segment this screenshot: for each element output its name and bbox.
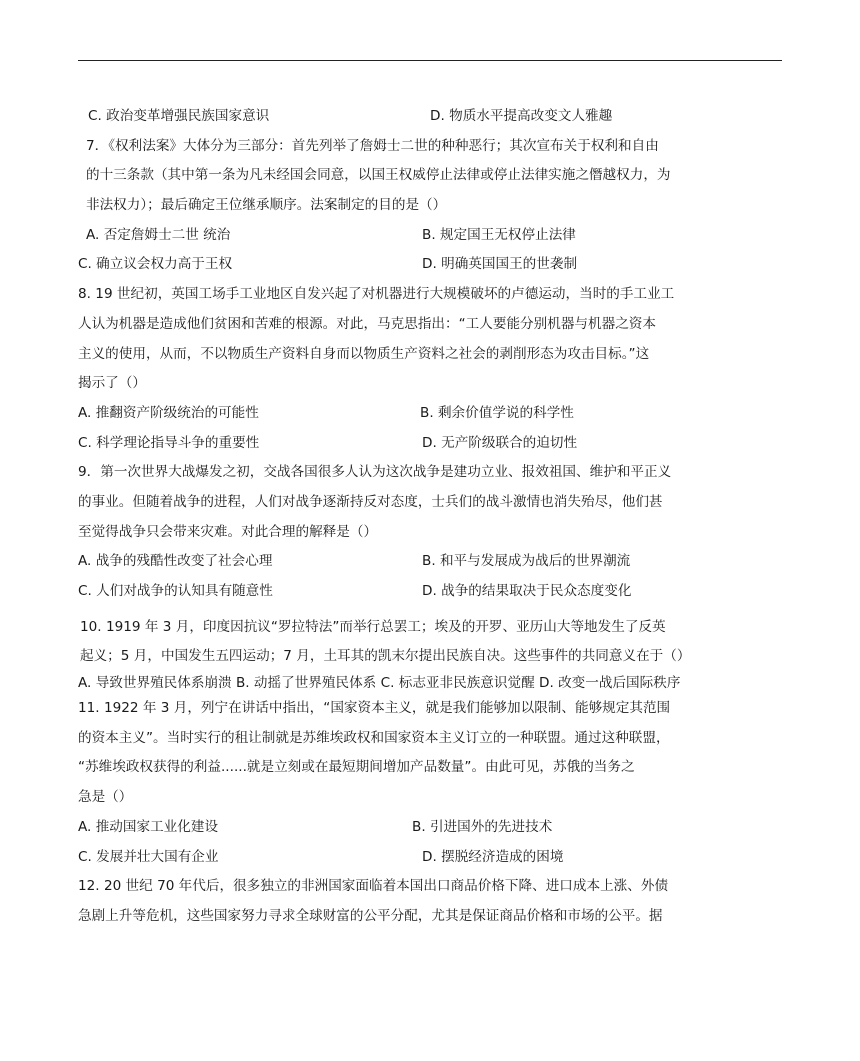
q11-stem-line: 的资本主义”。当时实行的租让制就是苏维埃政权和国家资本主义订立的一种联盟。通过这种联盟， [78,729,670,746]
q11-stem-line: “苏维埃政权获得的利益......就是立刻或在最短期间增加产品数量”。由此可见，苏俄的当务之 [78,759,635,776]
q8-option-d: D. 无产阶级联合的迫切性 [422,434,578,451]
q11-option-a: A. 推动国家工业化建设 [78,818,219,835]
q9-option-d: D. 战争的结果取决于民众态度变化 [422,583,632,599]
q9-stem-line: 的事业。但随着战争的进程，人们对战争逐渐持反对态度，士兵们的战斗激情也消失殆尽，他们甚 [78,493,663,510]
q8-stem-line: 主义的使用，从而，不以物质生产资料自身而以物质生产资料之社会的剥削形态为攻击目标。”这 [78,345,650,362]
q8-stem-line: 揭示了（） [78,375,146,392]
q11-stem-line: 急是（） [78,789,133,806]
q9-stem-line: 至觉得战争只会带来灾难。对此合理的解释是（） [78,523,378,540]
q7-option-b: B. 规定国王无权停止法律 [422,226,576,243]
q8-stem-line: 人认为机器是造成他们贫困和苦难的根源。对此，马克思指出：“工人要能分别机器与机器之资本 [78,315,656,332]
question-7 [78,132,778,280]
q10-options-line: A. 导致世界殖民体系崩溃 B. 动摇了世界殖民体系 C. 标志亚非民族意识觉醒 D. 改变一战后国际秩序 [78,675,681,692]
question-10 [78,613,778,694]
q11-options-row [78,813,778,843]
q11-option-c: C. 发展并壮大国有企业 [78,848,219,865]
q9-options-row [78,577,778,607]
q8-option-b: B. 剩余价值学说的科学性 [420,404,574,421]
question-12 [78,872,778,931]
q7-option-d: D. 明确英国国王的世袭制 [422,256,578,273]
header-rule [78,60,782,61]
question-8 [78,280,778,458]
q9-option-a: A. 战争的残酷性改变了社会心理 [78,553,273,570]
q8-stem-line: 8. 19 世纪初，英国工场手工业地区自发兴起了对机器进行大规模破坏的卢德运动，当时的手工业工 [78,286,675,303]
q9-stem-line: 9．第一次世界大战爆发之初，交战各国很多人认为这次战争是建功立业、报效祖国、维护和平正义 [78,464,672,481]
q7-stem-line: 7．《权利法案》大体分为三部分：首先列举了詹姆士二世的种种恶行；其次宣布关于权利和自由 [86,137,659,154]
q9-options-row [78,547,778,577]
q7-stem-line: 的十三条款（其中第一条为凡未经国会同意，以国王权威停止法律或停止法律实施之僭越权力，为 [86,167,671,184]
q7-stem-line: 非法权力）；最后确定王位继承顺序。法案制定的目的是（） [86,197,447,214]
q11-option-b: B. 引进国外的先进技术 [412,818,553,835]
q8-option-c: C. 科学理论指导斗争的重要性 [78,434,260,451]
q6-options-row [78,102,778,132]
q8-option-a: A. 推翻资产阶级统治的可能性 [78,404,259,421]
q10-stem-line: 10. 1919 年 3 月，印度因抗议“罗拉特法”而举行总罢工；埃及的开罗、亚历山大等地发生了反英 [80,618,666,635]
q7-options-row [78,221,778,251]
q7-option-a: A. 否定詹姆士二世 统治 [86,226,231,243]
q11-option-d: D. 摆脱经济造成的困境 [422,848,564,865]
q11-stem-line: 11. 1922 年 3 月，列宁在讲话中指出，“国家资本主义，就是我们能够加以限制、能够规定其范围 [78,700,671,717]
q12-stem-line: 12. 20 世纪 70 年代后，很多独立的非洲国家面临着本国出口商品价格下降、进口成本上涨、外债 [78,878,669,895]
q6-option-d: D. 物质水平提高改变文人雅趣 [430,108,613,124]
q12-stem-line: 急剧上升等危机，这些国家努力寻求全球财富的公平分配，尤其是保证商品价格和市场的公平。据 [78,907,663,924]
document-body [78,102,778,932]
q9-option-c: C. 人们对战争的认知具有随意性 [78,583,273,599]
q8-options-row [78,429,778,459]
q7-options-row [78,250,778,280]
q6-option-c: C. 政治变革增强民族国家意识 [88,108,270,124]
q7-option-c: C. 确立议会权力高于王权 [78,256,233,273]
question-11 [78,694,778,872]
q11-options-row [78,843,778,873]
q10-stem-line: 起义；5 月，中国发生五四运动；7 月，土耳其的凯末尔提出民族自决。这些事件的共同意义在于（） [80,648,691,665]
q9-option-b: B. 和平与发展成为战后的世界潮流 [422,553,631,570]
q8-options-row [78,399,778,429]
question-9 [78,458,778,606]
